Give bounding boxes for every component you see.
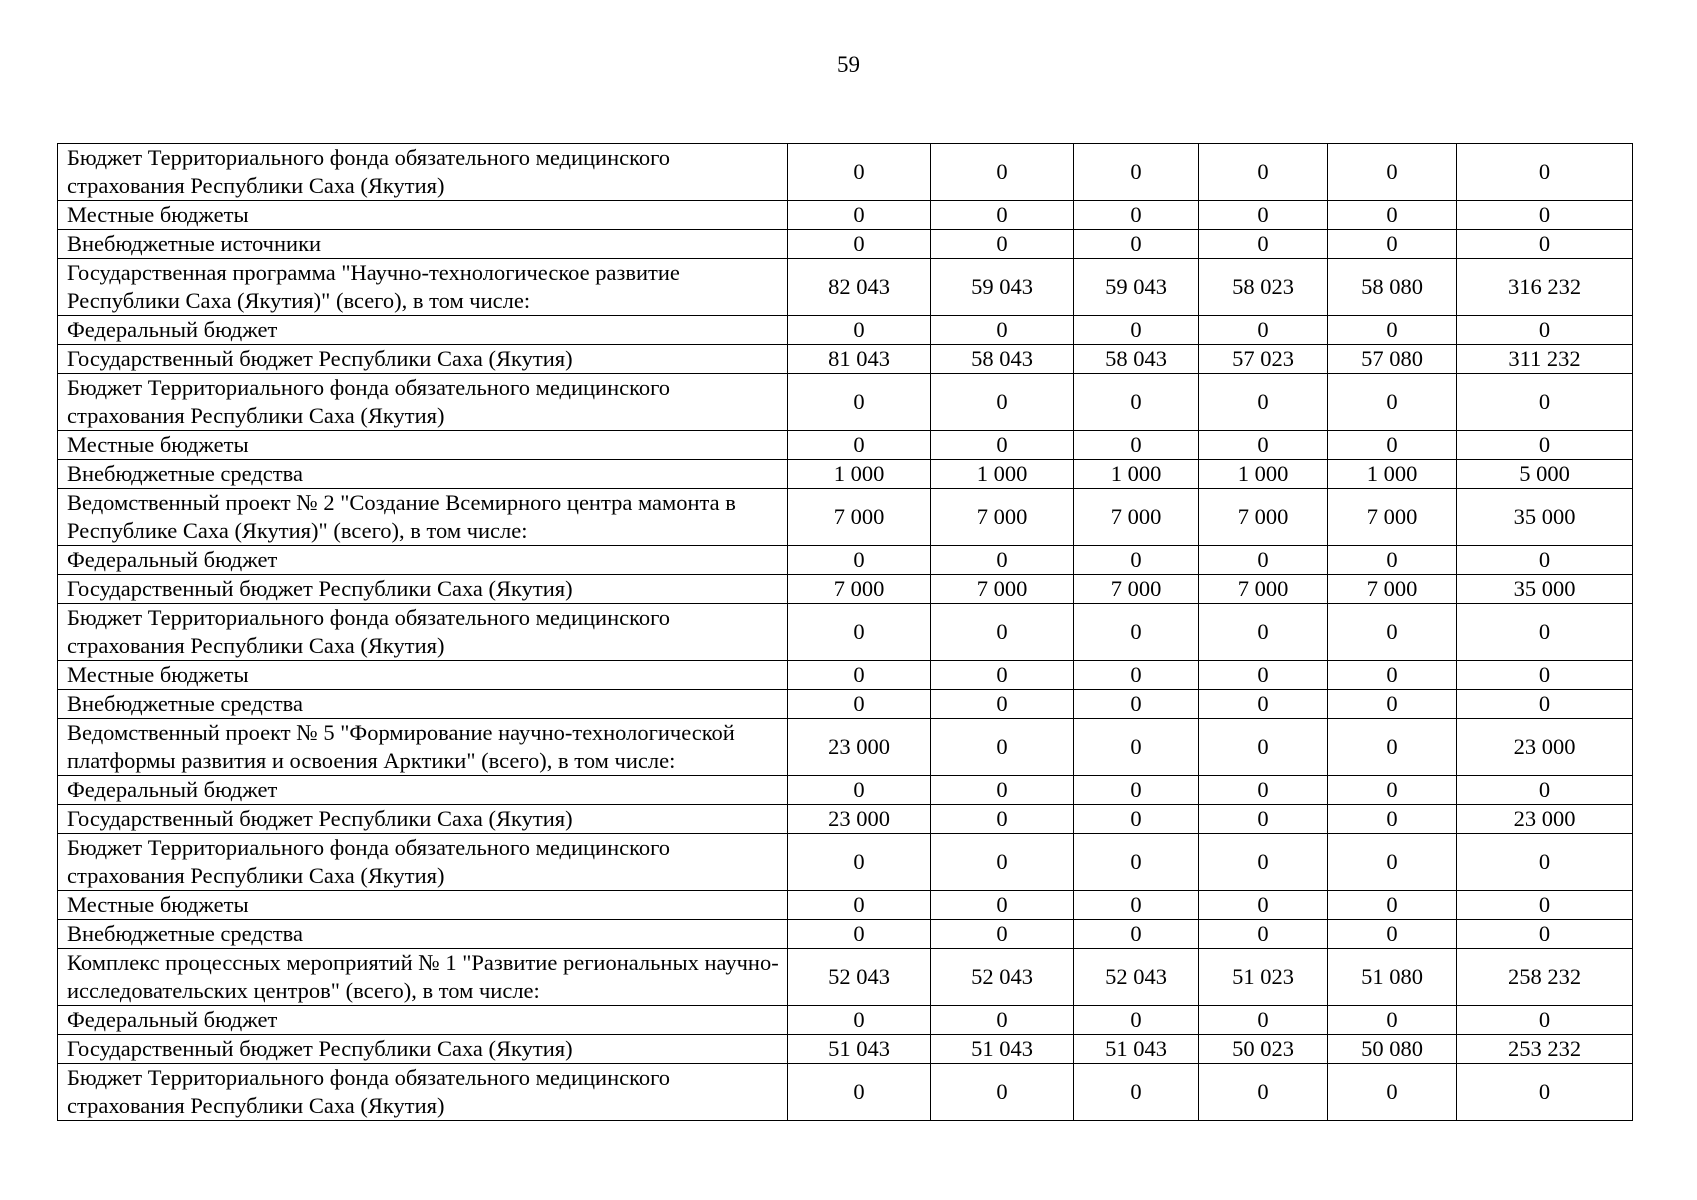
- total-cell: 0: [1457, 920, 1633, 949]
- value-cell: 52 043: [931, 949, 1074, 1006]
- value-cell: 0: [788, 144, 931, 201]
- total-cell: 35 000: [1457, 489, 1633, 546]
- total-cell: 0: [1457, 690, 1633, 719]
- row-label: Внебюджетные средства: [58, 690, 788, 719]
- value-cell: 0: [1199, 374, 1328, 431]
- value-cell: 0: [1074, 604, 1199, 661]
- table-row: [58, 345, 1633, 374]
- value-cell: 0: [931, 144, 1074, 201]
- value-cell: 0: [1074, 1064, 1199, 1121]
- row-label: Местные бюджеты: [58, 201, 788, 230]
- table-row: [58, 431, 1633, 460]
- row-label: Бюджет Территориального фонда обязательного медицинского страхования Республики Саха (Якутия): [58, 604, 788, 661]
- value-cell: 0: [1074, 719, 1199, 776]
- value-cell: 0: [788, 230, 931, 259]
- value-cell: 0: [788, 1064, 931, 1121]
- row-label: Государственный бюджет Республики Саха (Якутия): [58, 345, 788, 374]
- value-cell: 51 043: [788, 1035, 931, 1064]
- value-cell: 0: [931, 719, 1074, 776]
- value-cell: 0: [931, 604, 1074, 661]
- total-cell: 0: [1457, 834, 1633, 891]
- table-row: [58, 259, 1633, 316]
- value-cell: 58 080: [1328, 259, 1457, 316]
- row-label: Внебюджетные источники: [58, 230, 788, 259]
- value-cell: 0: [931, 1064, 1074, 1121]
- value-cell: 0: [1199, 661, 1328, 690]
- value-cell: 0: [1328, 891, 1457, 920]
- value-cell: 0: [1074, 920, 1199, 949]
- value-cell: 1 000: [1328, 460, 1457, 489]
- value-cell: 0: [788, 891, 931, 920]
- row-label: Государственный бюджет Республики Саха (Якутия): [58, 1035, 788, 1064]
- total-cell: 253 232: [1457, 1035, 1633, 1064]
- total-cell: 23 000: [1457, 805, 1633, 834]
- value-cell: 0: [1074, 690, 1199, 719]
- value-cell: 0: [1328, 144, 1457, 201]
- row-label: Федеральный бюджет: [58, 1006, 788, 1035]
- value-cell: 0: [788, 661, 931, 690]
- row-label: Местные бюджеты: [58, 661, 788, 690]
- table-row: [58, 604, 1633, 661]
- value-cell: 0: [1328, 201, 1457, 230]
- value-cell: 59 043: [931, 259, 1074, 316]
- value-cell: 0: [1199, 805, 1328, 834]
- value-cell: 0: [1074, 546, 1199, 575]
- value-cell: 0: [788, 431, 931, 460]
- row-label: Бюджет Территориального фонда обязательного медицинского страхования Республики Саха (Якутия): [58, 1064, 788, 1121]
- value-cell: 0: [1328, 690, 1457, 719]
- value-cell: 0: [1074, 891, 1199, 920]
- value-cell: 0: [788, 604, 931, 661]
- value-cell: 0: [1328, 719, 1457, 776]
- value-cell: 50 080: [1328, 1035, 1457, 1064]
- value-cell: 0: [1199, 201, 1328, 230]
- value-cell: 7 000: [1328, 489, 1457, 546]
- value-cell: 7 000: [1199, 575, 1328, 604]
- value-cell: 0: [1074, 316, 1199, 345]
- value-cell: 1 000: [1074, 460, 1199, 489]
- value-cell: 0: [1074, 431, 1199, 460]
- total-cell: 35 000: [1457, 575, 1633, 604]
- value-cell: 23 000: [788, 719, 931, 776]
- value-cell: 1 000: [788, 460, 931, 489]
- total-cell: 258 232: [1457, 949, 1633, 1006]
- table-row: [58, 489, 1633, 546]
- value-cell: 0: [931, 805, 1074, 834]
- value-cell: 51 080: [1328, 949, 1457, 1006]
- total-cell: 0: [1457, 374, 1633, 431]
- value-cell: 0: [931, 776, 1074, 805]
- value-cell: 58 023: [1199, 259, 1328, 316]
- table-row: [58, 891, 1633, 920]
- total-cell: 0: [1457, 661, 1633, 690]
- value-cell: 0: [1199, 1006, 1328, 1035]
- value-cell: 0: [788, 920, 931, 949]
- value-cell: 7 000: [931, 489, 1074, 546]
- total-cell: 0: [1457, 891, 1633, 920]
- table-row: [58, 575, 1633, 604]
- value-cell: 1 000: [1199, 460, 1328, 489]
- value-cell: 0: [1328, 805, 1457, 834]
- value-cell: 0: [1328, 604, 1457, 661]
- value-cell: 59 043: [1074, 259, 1199, 316]
- value-cell: 7 000: [931, 575, 1074, 604]
- value-cell: 0: [1328, 1064, 1457, 1121]
- value-cell: 0: [788, 546, 931, 575]
- value-cell: 23 000: [788, 805, 931, 834]
- row-label: Бюджет Территориального фонда обязательного медицинского страхования Республики Саха (Якутия): [58, 834, 788, 891]
- value-cell: 0: [788, 201, 931, 230]
- value-cell: 0: [1328, 920, 1457, 949]
- value-cell: 0: [931, 201, 1074, 230]
- value-cell: 0: [1328, 1006, 1457, 1035]
- value-cell: 7 000: [788, 489, 931, 546]
- value-cell: 0: [788, 374, 931, 431]
- total-cell: 0: [1457, 230, 1633, 259]
- value-cell: 57 080: [1328, 345, 1457, 374]
- value-cell: 0: [788, 316, 931, 345]
- value-cell: 51 043: [931, 1035, 1074, 1064]
- value-cell: 0: [1328, 374, 1457, 431]
- table-row: [58, 776, 1633, 805]
- value-cell: 0: [1328, 431, 1457, 460]
- value-cell: 0: [931, 431, 1074, 460]
- value-cell: 0: [1199, 834, 1328, 891]
- total-cell: 0: [1457, 604, 1633, 661]
- total-cell: 0: [1457, 316, 1633, 345]
- value-cell: 1 000: [931, 460, 1074, 489]
- total-cell: 0: [1457, 1006, 1633, 1035]
- value-cell: 52 043: [788, 949, 931, 1006]
- value-cell: 0: [788, 834, 931, 891]
- total-cell: 0: [1457, 144, 1633, 201]
- row-label: Внебюджетные средства: [58, 920, 788, 949]
- table-row: [58, 230, 1633, 259]
- table-row: [58, 920, 1633, 949]
- value-cell: 0: [1074, 374, 1199, 431]
- table-row: [58, 374, 1633, 431]
- value-cell: 0: [1074, 201, 1199, 230]
- value-cell: 0: [1199, 776, 1328, 805]
- value-cell: 0: [1074, 144, 1199, 201]
- value-cell: 0: [1328, 546, 1457, 575]
- value-cell: 0: [931, 1006, 1074, 1035]
- value-cell: 51 023: [1199, 949, 1328, 1006]
- total-cell: 0: [1457, 201, 1633, 230]
- value-cell: 58 043: [1074, 345, 1199, 374]
- value-cell: 51 043: [1074, 1035, 1199, 1064]
- budget-table: [57, 143, 1633, 1121]
- table-row: [58, 201, 1633, 230]
- value-cell: 0: [1199, 719, 1328, 776]
- value-cell: 0: [1074, 661, 1199, 690]
- value-cell: 0: [931, 230, 1074, 259]
- value-cell: 0: [1074, 230, 1199, 259]
- value-cell: 7 000: [1199, 489, 1328, 546]
- value-cell: 0: [931, 316, 1074, 345]
- table-row: [58, 719, 1633, 776]
- value-cell: 0: [788, 776, 931, 805]
- value-cell: 0: [1328, 834, 1457, 891]
- value-cell: 81 043: [788, 345, 931, 374]
- value-cell: 0: [1199, 546, 1328, 575]
- table-row: [58, 144, 1633, 201]
- table-row: [58, 546, 1633, 575]
- value-cell: 0: [931, 661, 1074, 690]
- table-row: [58, 834, 1633, 891]
- total-cell: 0: [1457, 1064, 1633, 1121]
- total-cell: 0: [1457, 776, 1633, 805]
- value-cell: 0: [788, 1006, 931, 1035]
- value-cell: 7 000: [1328, 575, 1457, 604]
- total-cell: 5 000: [1457, 460, 1633, 489]
- value-cell: 0: [1074, 1006, 1199, 1035]
- value-cell: 0: [1199, 144, 1328, 201]
- value-cell: 0: [1199, 604, 1328, 661]
- page-number: 59: [837, 52, 860, 77]
- value-cell: 0: [1199, 316, 1328, 345]
- value-cell: 0: [931, 690, 1074, 719]
- value-cell: 0: [1074, 805, 1199, 834]
- row-label: Государственная программа "Научно-технологическое развитие Республики Саха (Якутия)" (всего), в том числе:: [58, 259, 788, 316]
- value-cell: 58 043: [931, 345, 1074, 374]
- row-label: Государственный бюджет Республики Саха (Якутия): [58, 805, 788, 834]
- value-cell: 82 043: [788, 259, 931, 316]
- table-row: [58, 1035, 1633, 1064]
- value-cell: 52 043: [1074, 949, 1199, 1006]
- table-row: [58, 460, 1633, 489]
- table-body: [58, 144, 1633, 1121]
- total-cell: 23 000: [1457, 719, 1633, 776]
- row-label: Федеральный бюджет: [58, 316, 788, 345]
- table-row: [58, 661, 1633, 690]
- table-row: [58, 1006, 1633, 1035]
- value-cell: 0: [1199, 891, 1328, 920]
- value-cell: 0: [1199, 230, 1328, 259]
- value-cell: 0: [931, 920, 1074, 949]
- value-cell: 0: [1328, 316, 1457, 345]
- table-row: [58, 949, 1633, 1006]
- row-label: Федеральный бюджет: [58, 776, 788, 805]
- value-cell: 0: [1199, 920, 1328, 949]
- row-label: Бюджет Территориального фонда обязательного медицинского страхования Республики Саха (Якутия): [58, 374, 788, 431]
- total-cell: 0: [1457, 546, 1633, 575]
- row-label: Местные бюджеты: [58, 431, 788, 460]
- row-label: Ведомственный проект № 5 "Формирование научно-технологической платформы развития и освоения Арктики" (всего), в том числе:: [58, 719, 788, 776]
- value-cell: 0: [931, 374, 1074, 431]
- value-cell: 0: [1074, 834, 1199, 891]
- row-label: Местные бюджеты: [58, 891, 788, 920]
- table-row: [58, 690, 1633, 719]
- value-cell: 7 000: [1074, 575, 1199, 604]
- row-label: Комплекс процессных мероприятий № 1 "Развитие региональных научно-исследовательских центров" (всего), в том числе:: [58, 949, 788, 1006]
- total-cell: 311 232: [1457, 345, 1633, 374]
- row-label: Ведомственный проект № 2 "Создание Всемирного центра мамонта в Республике Саха (Якутия)" (всего), в том числе:: [58, 489, 788, 546]
- value-cell: 0: [931, 834, 1074, 891]
- row-label: Бюджет Территориального фонда обязательного медицинского страхования Республики Саха (Якутия): [58, 144, 788, 201]
- value-cell: 7 000: [788, 575, 931, 604]
- value-cell: 0: [1328, 230, 1457, 259]
- table-row: [58, 805, 1633, 834]
- value-cell: 57 023: [1199, 345, 1328, 374]
- row-label: Федеральный бюджет: [58, 546, 788, 575]
- total-cell: 0: [1457, 431, 1633, 460]
- value-cell: 0: [1199, 431, 1328, 460]
- value-cell: 0: [788, 690, 931, 719]
- row-label: Государственный бюджет Республики Саха (Якутия): [58, 575, 788, 604]
- value-cell: 0: [1328, 776, 1457, 805]
- total-cell: 316 232: [1457, 259, 1633, 316]
- value-cell: 0: [931, 546, 1074, 575]
- table-row: [58, 316, 1633, 345]
- table-row: [58, 1064, 1633, 1121]
- value-cell: 7 000: [1074, 489, 1199, 546]
- value-cell: 0: [1199, 1064, 1328, 1121]
- value-cell: 0: [1328, 661, 1457, 690]
- row-label: Внебюджетные средства: [58, 460, 788, 489]
- value-cell: 0: [1074, 776, 1199, 805]
- value-cell: 0: [1199, 690, 1328, 719]
- value-cell: 50 023: [1199, 1035, 1328, 1064]
- value-cell: 0: [931, 891, 1074, 920]
